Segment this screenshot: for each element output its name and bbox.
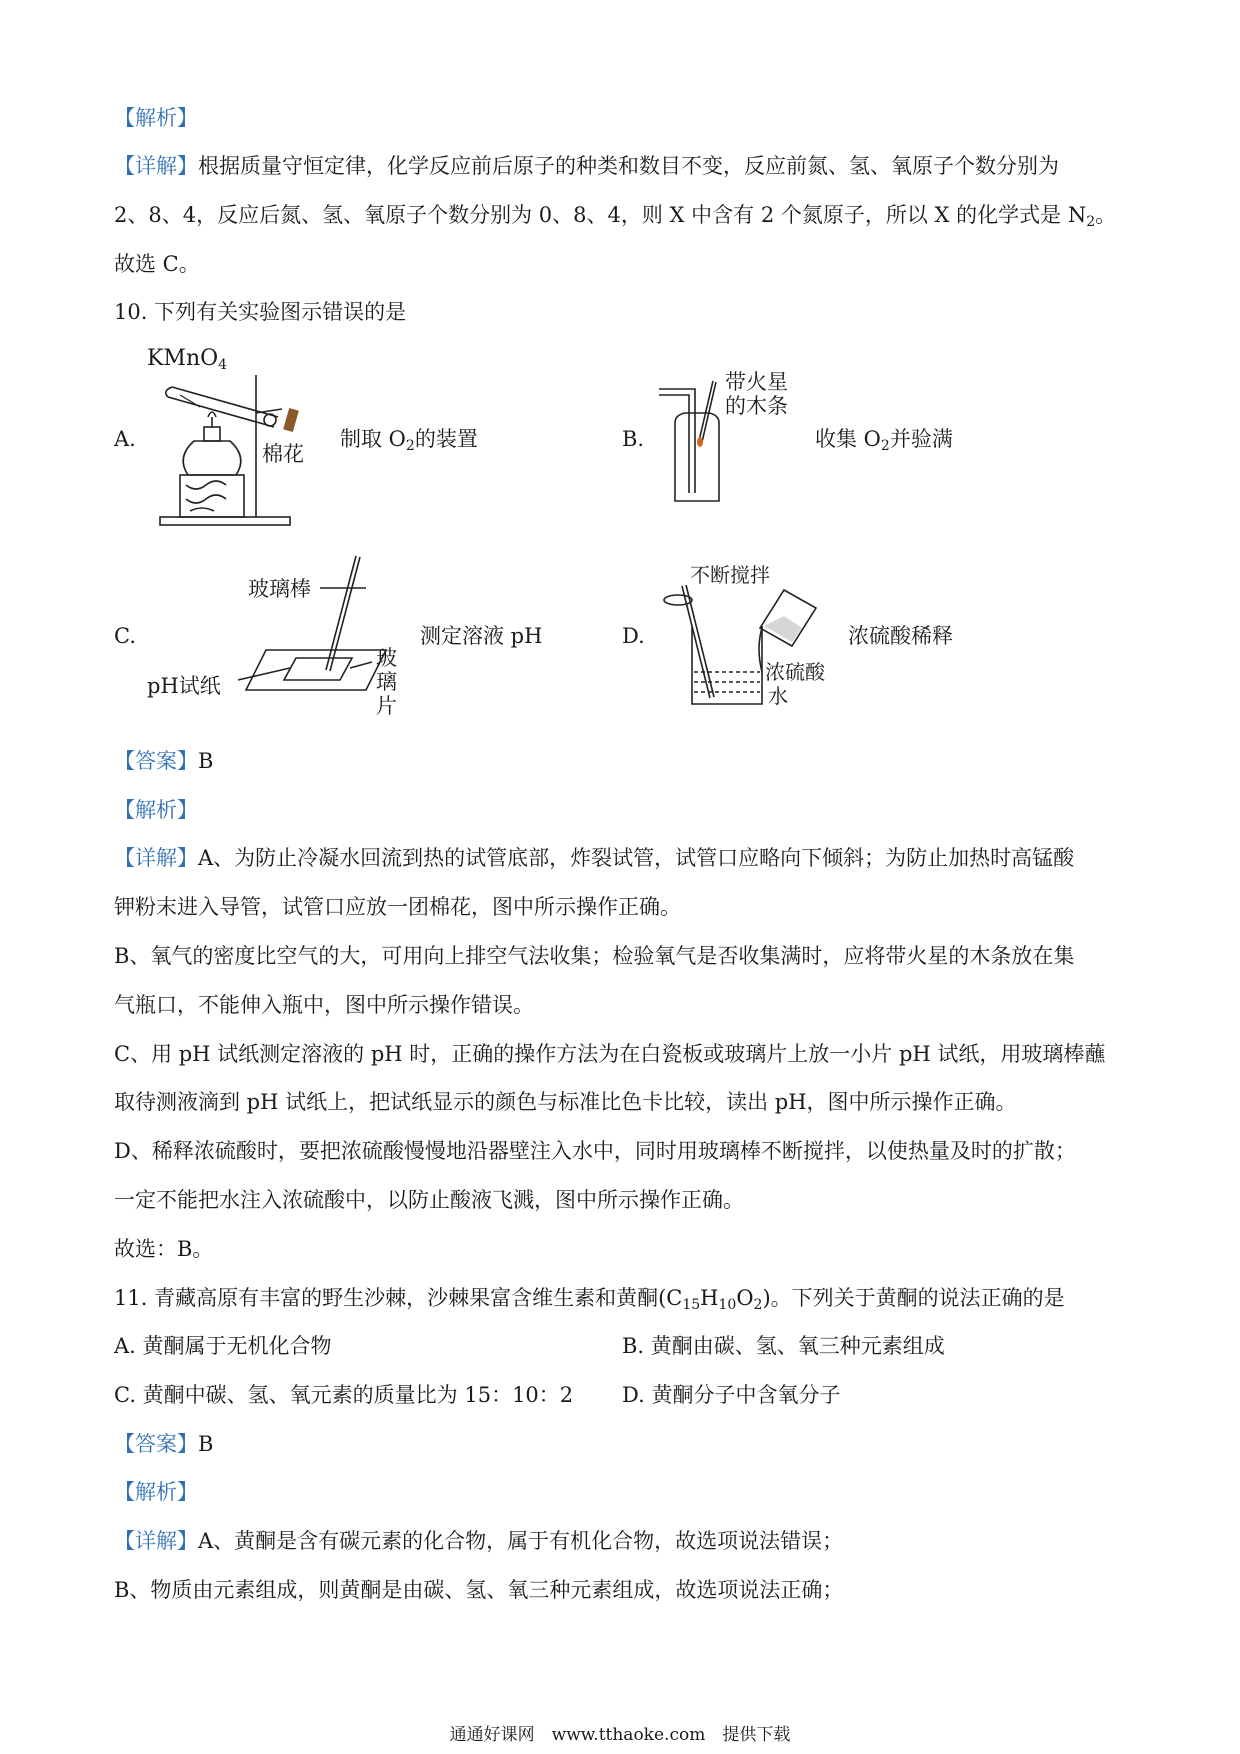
- answer-value: B: [198, 749, 214, 773]
- stir-label: 不断搅拌: [690, 563, 770, 587]
- q11-exp-1: [114, 1526, 843, 1556]
- answer-tag: 【答案】: [114, 1432, 198, 1456]
- q10-exp-8: 一定不能把水注入浓硫酸中，以防止酸液飞溅，图中所示操作正确。: [114, 1188, 744, 1212]
- q11-analysis-tag: 【解析】: [114, 1480, 198, 1504]
- detail-line-2: [114, 200, 1116, 230]
- caption-text: 并验满: [889, 427, 953, 451]
- q11-stem: [114, 1283, 1065, 1313]
- cotton-label: 棉花: [262, 442, 304, 466]
- option-a-caption: [340, 425, 478, 453]
- acid-dilution-setup: [660, 580, 820, 710]
- q10-answer: [114, 746, 213, 776]
- q10-exp-7: D、稀释浓硫酸时，要把浓硫酸慢慢地沿器壁注入水中，同时用玻璃棒不断搅拌，以使热量及时的扩散；: [114, 1139, 1076, 1163]
- subscript: 2: [1086, 214, 1096, 230]
- stem-text: H: [700, 1286, 719, 1310]
- subscript: 4: [218, 357, 228, 373]
- q10-exp-3: B、氧气的密度比空气的大，可用向上排空气法收集；检验氧气是否收集满时，应将带火星的木条放在集: [114, 944, 1075, 968]
- q10-stem: 10. 下列有关实验图示错误的是: [114, 300, 407, 324]
- detail-text: 2、8、4，反应后氮、氢、氧原子个数分别为 0、8、4，则 X 中含有 2 个氮原子，所以 X 的化学式是 N: [114, 203, 1087, 227]
- stem-text: 11. 青藏高原有丰富的野生沙棘，沙棘果富含维生素和黄酮(C: [114, 1286, 683, 1310]
- q10-exp-6: 取待测液滴到 pH 试纸上，把试纸显示的颜色与标准比色卡比较，读出 pH，图中所示操作正确。: [114, 1090, 1017, 1114]
- subscript: 15: [682, 1297, 701, 1313]
- glass-plate-label-3: 片: [376, 694, 397, 718]
- answer-value: B: [198, 1432, 214, 1456]
- option-b-caption: [815, 425, 953, 453]
- subscript: 2: [753, 1297, 763, 1313]
- q10-exp-1: [114, 843, 1074, 873]
- ph-test-setup: [230, 550, 380, 700]
- page-footer: 通通好课网 www.tthaoke.com 提供下载: [449, 1725, 791, 1745]
- subscript: 2: [405, 438, 415, 454]
- glass-plate-label-2: 璃: [376, 670, 397, 694]
- option-a-letter: A.: [114, 427, 136, 451]
- analysis-tag-1: 【解析】: [114, 106, 198, 130]
- caption-text: 收集 O: [815, 427, 881, 451]
- option-c-caption: 测定溶液 pH: [420, 624, 543, 648]
- caption-text: 制取 O: [340, 427, 406, 451]
- q11-answer: [114, 1429, 213, 1459]
- gas-collection-bottle: [655, 375, 735, 510]
- glass-rod-label: 玻璃棒: [248, 577, 311, 601]
- acid-label: 浓硫酸: [765, 660, 825, 684]
- explanation-text: A、为防止冷凝水回流到热的试管底部，炸裂试管，试管口应略向下倾斜；为防止加热时高锰酸: [198, 846, 1075, 870]
- glass-plate-label-1: 玻: [376, 646, 397, 670]
- q10-exp-2: 钾粉末进入导管，试管口应放一团棉花，图中所示操作正确。: [114, 895, 681, 919]
- splint-label-1: 带火星: [725, 370, 788, 394]
- q11-option-a: A. 黄酮属于无机化合物: [114, 1334, 332, 1358]
- option-c-letter: C.: [114, 624, 136, 648]
- q10-exp-5: C、用 pH 试纸测定溶液的 pH 时，正确的操作方法为在白瓷板或玻璃片上放一小片 pH 试纸，用玻璃棒蘸: [114, 1042, 1106, 1066]
- reagent-text: KMnO: [147, 346, 219, 371]
- detail-tag: 【详解】: [114, 1529, 198, 1553]
- water-label: 水: [768, 684, 788, 708]
- stem-text: )。下列关于黄酮的说法正确的是: [762, 1286, 1065, 1310]
- subscript: 2: [880, 438, 890, 454]
- detail-text: 。: [1095, 203, 1117, 227]
- option-b-letter: B.: [622, 427, 645, 451]
- option-d-caption: 浓硫酸稀释: [848, 624, 953, 648]
- splint-label-2: 的木条: [725, 394, 788, 418]
- q11-exp-2: B、物质由元素组成，则黄酮是由碳、氢、氧三种元素组成，故选项说法正确；: [114, 1578, 844, 1602]
- answer-tag: 【答案】: [114, 749, 198, 773]
- subscript: 10: [718, 1297, 737, 1313]
- q10-exp-4: 气瓶口，不能伸入瓶中，图中所示操作错误。: [114, 993, 534, 1017]
- detail-line-1: [114, 151, 1059, 181]
- q11-option-d: D. 黄酮分子中含氧分子: [622, 1383, 841, 1407]
- detail-tag: 【详解】: [114, 846, 198, 870]
- caption-text: 的装置: [414, 427, 478, 451]
- q10-analysis-tag: 【解析】: [114, 798, 198, 822]
- q11-option-b: B. 黄酮由碳、氢、氧三种元素组成: [622, 1334, 945, 1358]
- explanation-text: A、黄酮是含有碳元素的化合物，属于有机化合物，故选项说法错误；: [198, 1529, 844, 1553]
- q11-option-c: C. 黄酮中碳、氢、氧元素的质量比为 15：10：2: [114, 1383, 574, 1407]
- detail-tag: 【详解】: [114, 154, 198, 178]
- detail-text: 根据质量守恒定律，化学反应前后原子的种类和数目不变，反应前氮、氢、氧原子个数分别为: [198, 154, 1059, 178]
- ph-paper-label: pH试纸: [147, 674, 221, 698]
- option-d-letter: D.: [622, 624, 645, 648]
- q10-conclusion: 故选：B。: [114, 1237, 214, 1261]
- conclusion-1: 故选 C。: [114, 252, 200, 276]
- stem-text: O: [736, 1286, 754, 1310]
